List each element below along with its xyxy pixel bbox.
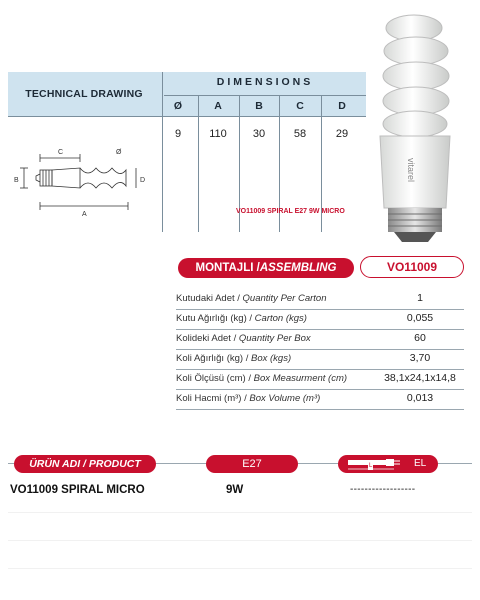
spec-value: 1 (417, 292, 423, 304)
spec-row (176, 390, 464, 410)
value-a: 110 (209, 128, 227, 140)
col-header-c: C (296, 100, 304, 112)
technical-drawing (10, 140, 160, 220)
drawing-model-label: VO11009 SPIRAL E27 9W MICRO (236, 208, 345, 215)
spec-row (176, 370, 464, 390)
spec-label-en: Quantity Per Box (238, 333, 311, 344)
spec-label-en: Quantity Per Carton (242, 293, 327, 304)
product-label-pill: ÜRÜN ADI / PRODUCT (14, 455, 156, 473)
spec-row (176, 290, 464, 310)
value-b: 30 (252, 128, 266, 140)
spec-label-tr: Kutu Ağırlığı (kg) / (176, 313, 255, 324)
bulb-brand-print: vitarel (406, 157, 416, 183)
spec-value: 0,055 (406, 312, 434, 324)
col-header-diameter: Ø (173, 100, 183, 112)
spec-label-tr: Koli Ağırlığı (kg) / (176, 353, 251, 364)
spec-label-tr: Kolideki Adet / (176, 333, 239, 344)
spec-label-tr: Koli Ölçüsü (cm) / (176, 373, 254, 384)
drawing-label-d: D (140, 177, 146, 184)
value-d: 29 (335, 128, 349, 140)
header-divider (164, 95, 366, 96)
dimensions-title: DIMENSIONS (216, 76, 314, 88)
product-el-value: ------------------ (350, 484, 416, 495)
assembling-title-tr: MONTAJLI / (195, 262, 260, 274)
col-header-d: D (338, 100, 346, 112)
spec-value: 60 (414, 332, 426, 344)
col-header-a: A (214, 100, 222, 112)
value-diameter: 9 (174, 128, 182, 140)
drawing-label-diameter: Ø (116, 149, 122, 156)
assembling-code: VO11009 (360, 256, 464, 278)
drawing-label-b: B (14, 177, 19, 184)
product-wattage: 9W (226, 484, 244, 496)
ghost-rule (8, 512, 472, 513)
spec-label-en: Box Volume (m³) (249, 393, 321, 404)
base-type-pill: E27 (206, 455, 298, 473)
spec-value: 0,013 (406, 392, 434, 404)
product-name: VO11009 SPIRAL MICRO (10, 484, 145, 496)
spec-label-en: Box (kgs) (250, 353, 292, 364)
el-pill (338, 455, 438, 473)
drawing-label-a: A (82, 211, 87, 218)
drawing-label-c: C (58, 149, 64, 156)
col-header-b: B (255, 100, 263, 112)
bulb-photo (360, 8, 472, 248)
technical-drawing-title: TECHNICAL DRAWING (25, 88, 143, 100)
header-bottom-rule (8, 116, 366, 117)
spec-row (176, 310, 464, 330)
spec-row (176, 330, 464, 350)
assembling-title-en: ASSEMBLING (259, 262, 337, 274)
col-divider (198, 95, 199, 232)
assembling-title-pill (178, 258, 354, 278)
spec-row (176, 350, 464, 370)
ghost-rule (8, 540, 472, 541)
el-sub-label: L (369, 463, 373, 469)
spec-value: 38,1x24,1x14,8 (384, 372, 456, 384)
spec-label-tr: Kutudaki Adet / (176, 293, 243, 304)
spec-value: 3,70 (409, 352, 431, 364)
el-label: EL (414, 458, 427, 469)
spec-label-en: Carton (kgs) (254, 313, 307, 324)
col-divider (162, 72, 163, 232)
ghost-rule (8, 568, 472, 569)
spec-label-tr: Koli Hacmi (m³) / (176, 393, 250, 404)
spec-label-en: Box Measurment (cm) (253, 373, 348, 384)
value-c: 58 (293, 128, 307, 140)
